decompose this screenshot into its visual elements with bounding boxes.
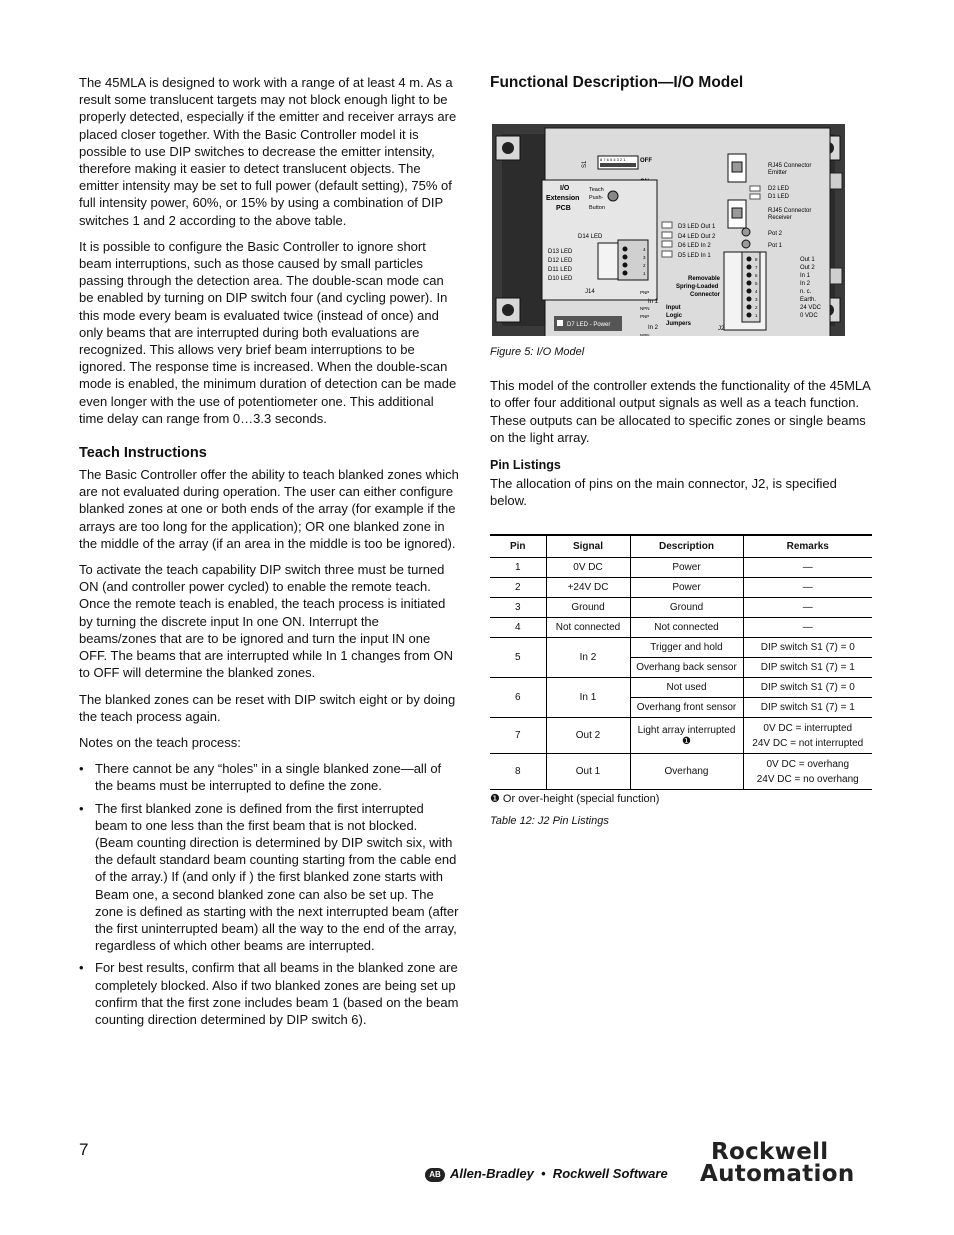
paragraph-teach-activate: To activate the teach capability DIP switch three must be turned ON (and controller power cycled) to enable the remote teach. Once the remote teach is enabled, the teach process is initiated by turning the discrete input In one ON. Interrupt the beams/zones that are to be ignored and turn the input IN one OFF. The beams that are interrupted while In 1 changes from ON to OFF will determine the blanked zones. [79, 562, 454, 681]
paragraph-intensity: The 45MLA is designed to work with a range of at least 4 m. As a result some translucent targets may not block enough light to be properly detected, especially if the emitter and receiver arrays are placed closer together. With the Basic Controller model it is possible to use DIP switches to decrease the emitter intensity, therefore making it easier to detect translucent objects. The emitter intensity may be set to full power (default setting), 75% of full intensity power, 60%, or 15% by using a combination of DIP switches 1 and 2 according to the above table. [79, 75, 457, 228]
svg-text:Logic: Logic [666, 313, 682, 319]
svg-text:D11 LED: D11 LED [548, 267, 572, 273]
list-item: • There cannot be any “holes” in a single blanked zone—all of the beams must be interrupted to define the zone. [79, 761, 442, 794]
svg-text:8 7 6 5 4 3 2 1: 8 7 6 5 4 3 2 1 [600, 157, 626, 162]
svg-text:NPN: NPN [640, 306, 650, 311]
svg-text:Teach: Teach [589, 187, 604, 193]
svg-text:Out 2: Out 2 [800, 265, 815, 271]
paragraph-io-model: This model of the controller extends the functionality of the 45MLA to offer four additional output signals as well as a teach function. These outputs can be allocated to specific zones or single beams on the light array. [490, 378, 871, 445]
bullet-marker: • [79, 800, 84, 816]
svg-text:3: 3 [643, 255, 646, 260]
svg-text:Jumpers: Jumpers [666, 321, 692, 327]
table-row: 2 +24V DC Power — [490, 578, 872, 598]
rockwell-automation-logo: Rockwell Automation [700, 1139, 855, 1187]
teach-notes-list [79, 760, 459, 1028]
paragraph-teach-intro: The Basic Controller offer the ability to teach blanked zones which are not evaluated during operation. The user can either configure blanked zones at one or both ends of the array (for example if the arrays are too long for the application); OR one blanked zone in the middle of the array (if an area in the middle is too be ignored). [79, 467, 459, 551]
svg-text:8: 8 [755, 257, 758, 262]
left-column [79, 74, 459, 1033]
svg-text:D1 LED: D1 LED [768, 194, 790, 200]
svg-text:D3 LED Out 1: D3 LED Out 1 [678, 224, 716, 230]
svg-text:RJ45 Connector: RJ45 Connector [768, 208, 812, 214]
pin-listings-heading: Pin Listings [490, 458, 561, 473]
svg-text:NPN: NPN [640, 333, 650, 336]
svg-text:PCB: PCB [556, 205, 571, 212]
svg-text:D7 LED - Power: D7 LED - Power [567, 322, 611, 328]
svg-text:In 1: In 1 [800, 273, 811, 279]
svg-text:Out 1: Out 1 [800, 257, 815, 263]
svg-text:PNP: PNP [640, 290, 650, 295]
paragraph-teach-notes: Notes on the teach process: [79, 734, 241, 750]
svg-text:Pot 1: Pot 1 [768, 243, 783, 249]
svg-text:D13 LED: D13 LED [548, 249, 573, 255]
table-row: 1 0V DC Power — [490, 558, 872, 578]
svg-text:Push-: Push- [589, 195, 604, 201]
paragraph-pin-allocation: The allocation of pins on the main connector, J2, is specified below. [490, 476, 837, 509]
svg-text:In 1: In 1 [648, 299, 659, 305]
svg-text:D6 LED In 2: D6 LED In 2 [678, 243, 711, 249]
list-item: • The first blanked zone is defined from the first interrupted beam to one less than the first beam that is not blocked. (Beam counting direction is determined by DIP switch six, with the default standard beam counting starting from the cable end of the array.) If (and only if ) the first blanked zone starts with Beam one, a second blanked zone can also be set up. The zone is defined as starting with the next interrupted beam (after the first uninterrupted beam) all the way to the end of the array, regardless of which other beams are interrupted. [79, 800, 459, 954]
paragraph-double-scan: It is possible to configure the Basic Controller to ignore short beam interruptions, such as those caused by small particles passing through the detection area. The double-scan mode can be enabled by turning on DIP switch four (and cycling power). In this mode every beam is evaluated twice (instead of once) and only beams that are interrupted during both evaluations are recognized. This allows very brief beam interruptions to be ignored. The response time is increased. When the double-scan mode is enabled, the minimum duration of detection can be made even longer with the use of potentiometer one. This additional time delay can range from 0…3.3 seconds. [79, 238, 457, 426]
svg-text:Receiver: Receiver [768, 215, 792, 221]
table-row: 7 Out 2 Light array interrupted ❶ 0V DC = interrupted 24V DC = not interrupted [490, 718, 872, 754]
teach-instructions-heading: Teach Instructions [79, 445, 207, 462]
s1-label: S1 [582, 160, 588, 168]
svg-text:Spring-Loaded: Spring-Loaded [676, 284, 719, 290]
list-item: • For best results, confirm that all beams in the blanked zone are completely blocked. Also if two blanked zones are being set up confirm that the first zone includes beam 1 (based on the beam counting direction determined by DIP switch 6). [79, 960, 459, 1027]
svg-text:5: 5 [755, 281, 758, 286]
table-footnote: ❶ Or over-height (special function) [490, 793, 660, 806]
svg-text:4: 4 [755, 289, 758, 294]
io-board-diagram [490, 98, 845, 336]
mounting-hole-icon [496, 298, 520, 322]
svg-text:In 2: In 2 [648, 325, 659, 331]
svg-text:Extension: Extension [546, 195, 580, 202]
svg-text:D14 LED: D14 LED [578, 234, 603, 240]
j2-pin-table [490, 534, 872, 790]
pot-1-icon [742, 240, 750, 248]
table-caption: Table 12: J2 Pin Listings [490, 815, 609, 828]
svg-text:D10 LED: D10 LED [548, 276, 573, 282]
svg-text:Earth.: Earth. [800, 297, 817, 303]
svg-text:Connector: Connector [690, 292, 720, 298]
table-row: 5 In 2 Trigger and hold DIP switch S1 (7) = 0 [490, 638, 872, 658]
svg-text:PNP: PNP [640, 314, 650, 319]
table-row: 8 Out 1 Overhang 0V DC = overhang 24V DC = no overhang [490, 754, 872, 790]
bullet-marker: • [79, 960, 84, 976]
bullet-marker: • [79, 761, 84, 777]
svg-text:2: 2 [643, 263, 646, 268]
svg-text:1: 1 [643, 271, 646, 276]
svg-text:6: 6 [755, 273, 758, 278]
table-row: 3 Ground Ground — [490, 598, 872, 618]
svg-text:I/O: I/O [560, 185, 570, 192]
table-header-row: Pin Signal Description Remarks [490, 535, 872, 558]
brand-line: AB Allen-Bradley • Rockwell Software [425, 1166, 668, 1182]
svg-text:0 VDC: 0 VDC [800, 313, 818, 319]
io-model-heading: Functional Description—I/O Model [490, 74, 744, 91]
svg-text:D5 LED In 1: D5 LED In 1 [678, 253, 711, 259]
svg-text:In 2: In 2 [800, 281, 811, 287]
svg-text:4: 4 [643, 247, 646, 252]
figure-caption: Figure 5: I/O Model [490, 346, 585, 358]
table-row: 6 In 1 Not used DIP switch S1 (7) = 0 [490, 678, 872, 698]
teach-push-button-icon [608, 191, 618, 201]
svg-text:n. c.: n. c. [800, 289, 812, 295]
table-row: 4 Not connected Not connected — [490, 618, 872, 638]
svg-text:Input: Input [666, 305, 681, 311]
svg-text:24 VDC: 24 VDC [800, 305, 822, 311]
svg-text:7: 7 [755, 265, 758, 270]
svg-text:Emitter: Emitter [768, 170, 788, 176]
svg-text:1: 1 [755, 313, 758, 318]
svg-text:Button: Button [589, 205, 605, 211]
paragraph-teach-reset: The blanked zones can be reset with DIP switch eight or by doing the teach process again. [79, 691, 456, 724]
io-model-figure [490, 98, 845, 336]
allen-bradley-badge-icon: AB [425, 1168, 445, 1182]
svg-text:2: 2 [755, 305, 758, 310]
table-row: Overhang front sensor DIP switch S1 (7) = 1 [490, 698, 872, 718]
dip-off-label: OFF [640, 158, 652, 164]
table-row: Overhang back sensor DIP switch S1 (7) = 1 [490, 658, 872, 678]
svg-text:D12 LED: D12 LED [548, 258, 573, 264]
svg-text:J14: J14 [585, 289, 595, 295]
svg-text:Removable: Removable [688, 276, 721, 282]
svg-text:Pot 2: Pot 2 [768, 231, 783, 237]
svg-text:RJ45 Connector: RJ45 Connector [768, 163, 812, 169]
pot-2-icon [742, 228, 750, 236]
svg-text:D4 LED Out 2: D4 LED Out 2 [678, 234, 716, 240]
svg-text:3: 3 [755, 297, 758, 302]
page-number: 7 [79, 1140, 89, 1159]
mounting-hole-icon [496, 136, 520, 160]
right-column [490, 74, 874, 827]
svg-text:D2 LED: D2 LED [768, 186, 790, 192]
svg-text:J2: J2 [718, 326, 725, 332]
